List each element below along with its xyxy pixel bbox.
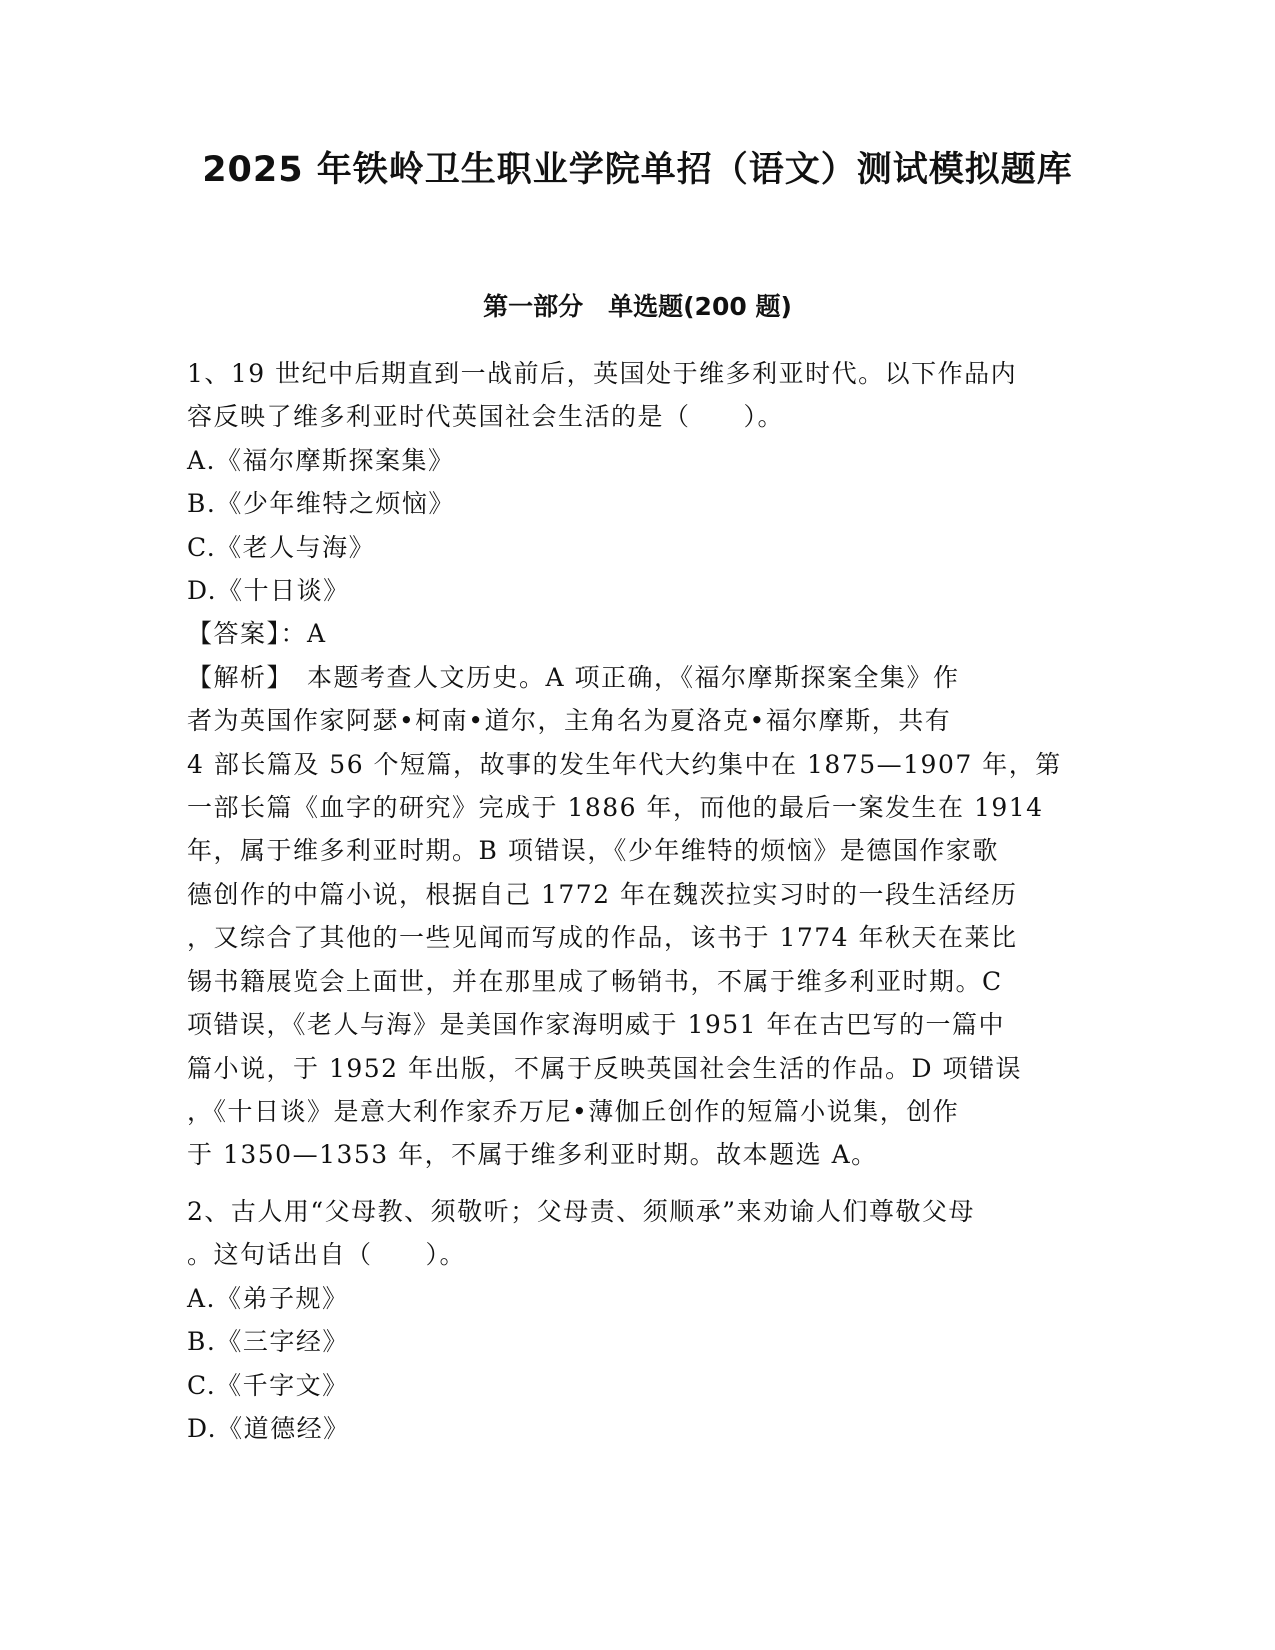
question-2 [187, 1190, 1077, 1450]
answer-value: A [307, 619, 327, 649]
question-1-analysis-line-3: 4 部长篇及 56 个短篇，故事的发生年代大约集中在 1875—1907 年，第 [187, 749, 1062, 779]
question-2-stem-line-1: 2、古人用“父母教、须敬听；父母责、须顺承”来劝谕人们尊敬父母 [187, 1197, 975, 1226]
question-1-analysis-line-4: 一部长篇《血字的研究》完成于 1886 年，而他的最后一案发生在 1914 [187, 793, 1044, 823]
question-2-option-c: C.《千字文》 [187, 1370, 349, 1400]
question-1-analysis-line-9: 项错误，《老人与海》是美国作家海明威于 1951 年在古巴写的一篇中 [187, 1010, 1006, 1040]
question-1-stem-line-2: 容反映了维多利亚时代英国社会生活的是（ ）。 [187, 402, 785, 432]
document-title: 2025 年铁岭卫生职业学院单招（语文）测试模拟题库 [202, 150, 1073, 190]
analysis-label: 【解析】 [187, 662, 281, 692]
question-1-analysis-line-2: 者为英国作家阿瑟•柯南•道尔，主角名为夏洛克•福尔摩斯，共有 [187, 706, 952, 736]
question-1-option-d: D.《十日谈》 [187, 576, 350, 606]
question-1-analysis-line-1 [187, 656, 1077, 699]
section-title: 第一部分 单选题(200 题) [483, 292, 792, 321]
question-1-stem-line-1: 1、19 世纪中后期直到一战前后，英国处于维多利亚时代。以下作品内 [187, 359, 1018, 388]
question-1-analysis-line-7: ，又综合了其他的一些见闻而写成的作品，该书于 1774 年秋天在莱比 [187, 923, 1018, 953]
question-1-analysis-line-10: 篇小说，于 1952 年出版，不属于反映英国社会生活的作品。D 项错误 [187, 1053, 1023, 1083]
question-2-option-d: D.《道德经》 [187, 1414, 350, 1444]
question-2-option-a: A.《弟子规》 [187, 1283, 349, 1313]
question-1 [187, 352, 1077, 1177]
question-1-option-b: B.《少年维特之烦恼》 [187, 489, 455, 519]
question-1-analysis-line-11: ，《十日谈》是意大利作家乔万尼•薄伽丘创作的短篇小说集，创作 [187, 1096, 960, 1126]
question-1-analysis-line-12: 于 1350—1353 年，不属于维多利亚时期。故本题选 A。 [187, 1140, 878, 1170]
question-1-analysis-line-6: 德创作的中篇小说，根据自己 1772 年在魏茨拉实习时的一段生活经历 [187, 879, 1018, 909]
answer-label: 【答案】： [187, 619, 308, 649]
question-1-analysis-line-5: 年，属于维多利亚时期。B 项错误，《少年维特的烦恼》是德国作家歌 [187, 836, 999, 866]
question-1-option-c: C.《老人与海》 [187, 532, 376, 562]
analysis-text: 本题考查人文历史。A 项正确，《福尔摩斯探案全集》作 [280, 662, 960, 692]
question-1-answer [187, 612, 1077, 655]
question-1-analysis-line-8: 锡书籍展览会上面世，并在那里成了畅销书，不属于维多利亚时期。C [187, 966, 1003, 996]
question-1-option-a: A.《福尔摩斯探案集》 [187, 445, 455, 475]
question-2-option-b: B.《三字经》 [187, 1327, 349, 1357]
question-2-stem-line-2: 。这句话出自（ ）。 [187, 1240, 467, 1270]
